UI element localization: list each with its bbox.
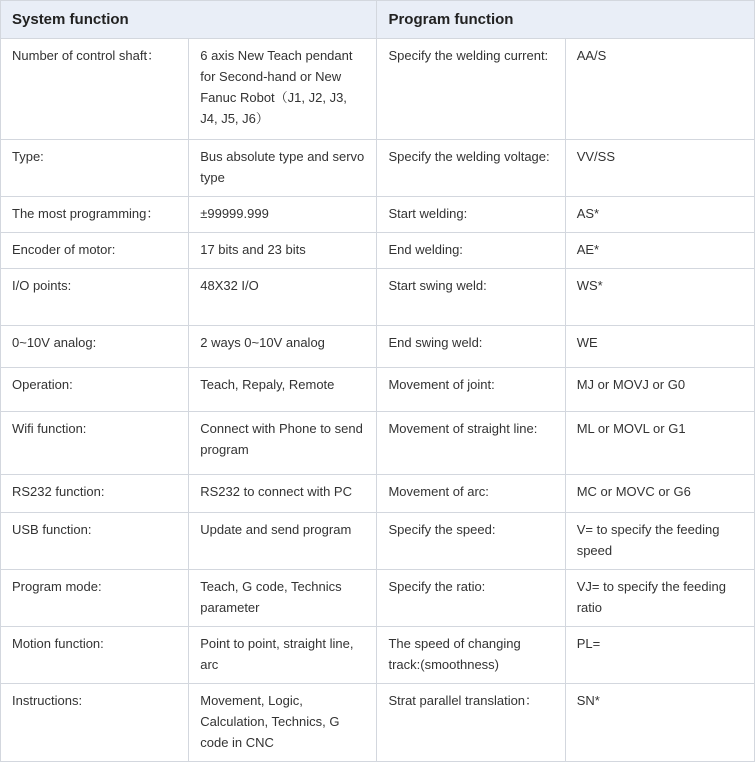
program-function-label: The speed of changing track:(smoothness) [377,627,565,684]
program-function-value: AE* [565,233,754,269]
system-function-value: Point to point, straight line, arc [189,627,377,684]
program-function-label: Specify the speed: [377,513,565,570]
system-function-value: ±99999.999 [189,197,377,233]
table-row [1,627,755,684]
program-function-value: WE [565,326,754,368]
program-function-label: Movement of joint: [377,368,565,412]
table-row [1,412,755,475]
table-row [1,140,755,197]
system-function-label: Program mode: [1,570,189,627]
program-function-value: MC or MOVC or G6 [565,475,754,513]
table-row [1,475,755,513]
program-function-label: Specify the welding current: [377,39,565,140]
system-function-value: RS232 to connect with PC [189,475,377,513]
system-function-label: Instructions: [1,684,189,762]
program-function-value: WS* [565,269,754,326]
program-function-value: VJ= to specify the feeding ratio [565,570,754,627]
system-function-value: Teach, G code, Technics parameter [189,570,377,627]
program-function-header: Program function [377,1,755,39]
system-function-value: Teach, Repaly, Remote [189,368,377,412]
system-function-value: 17 bits and 23 bits [189,233,377,269]
program-function-label: Movement of straight line: [377,412,565,475]
table-row [1,233,755,269]
system-function-label: Encoder of motor: [1,233,189,269]
system-function-label: Operation: [1,368,189,412]
system-function-value: 6 axis New Teach pendant for Second-hand or New Fanuc Robot（J1, J2, J3, J4, J5, J6） [189,39,377,140]
table-header-row [1,1,755,39]
system-function-label: Type: [1,140,189,197]
table-row [1,368,755,412]
system-function-label: RS232 function: [1,475,189,513]
program-function-value: ML or MOVL or G1 [565,412,754,475]
program-function-label: Specify the welding voltage: [377,140,565,197]
system-function-label: The most programming： [1,197,189,233]
system-function-label: 0~10V analog: [1,326,189,368]
program-function-label: Strat parallel translation： [377,684,565,762]
system-function-label: Motion function: [1,627,189,684]
program-function-label: End swing weld: [377,326,565,368]
table-row [1,326,755,368]
system-function-value: Movement, Logic, Calculation, Technics, G code in CNC [189,684,377,762]
table-row [1,684,755,762]
program-function-label: Start welding: [377,197,565,233]
system-function-label: Number of control shaft： [1,39,189,140]
program-function-value: VV/SS [565,140,754,197]
table-row [1,513,755,570]
program-function-value: PL= [565,627,754,684]
system-function-value: Connect with Phone to send program [189,412,377,475]
system-function-label: Wifi function: [1,412,189,475]
system-function-value: 48X32 I/O [189,269,377,326]
system-function-value: Bus absolute type and servo type [189,140,377,197]
program-function-value: MJ or MOVJ or G0 [565,368,754,412]
system-function-label: I/O points: [1,269,189,326]
system-function-value: 2 ways 0~10V analog [189,326,377,368]
program-function-label: Start swing weld: [377,269,565,326]
system-function-header: System function [1,1,377,39]
table-row [1,269,755,326]
table-row [1,39,755,140]
program-function-value: V= to specify the feeding speed [565,513,754,570]
program-function-label: End welding: [377,233,565,269]
table-row [1,570,755,627]
table-row [1,197,755,233]
system-function-label: USB function: [1,513,189,570]
program-function-label: Movement of arc: [377,475,565,513]
program-function-value: AS* [565,197,754,233]
system-function-value: Update and send program [189,513,377,570]
program-function-value: SN* [565,684,754,762]
program-function-value: AA/S [565,39,754,140]
program-function-label: Specify the ratio: [377,570,565,627]
